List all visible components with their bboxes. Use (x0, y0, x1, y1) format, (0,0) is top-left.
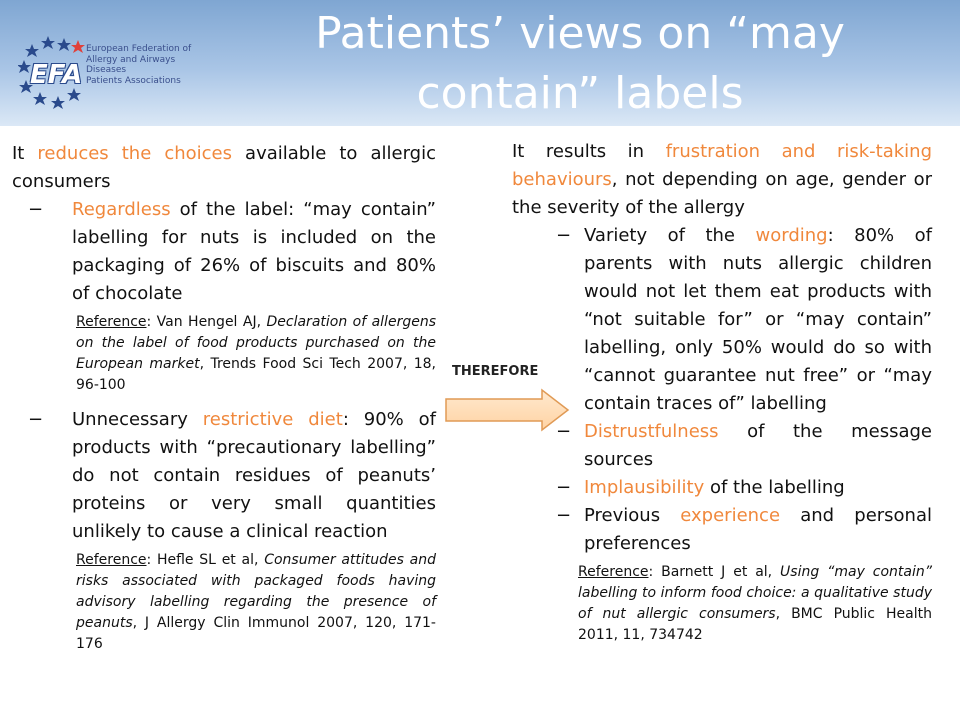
right-lead (512, 138, 932, 222)
reference-label: Reference (76, 314, 147, 330)
reference-label: Reference (578, 564, 649, 580)
bullet-experience (512, 502, 932, 558)
highlight: wording (755, 225, 828, 246)
text: Previous (584, 505, 681, 526)
text: of the labelling (704, 477, 845, 498)
bullet-implausibility (512, 474, 932, 502)
highlight: experience (680, 505, 781, 526)
logo-text: EFA (30, 60, 83, 90)
text: , J Allergy Clin Immunol 2007, 120, 171-176 (76, 615, 436, 652)
org-line: Patients Associations (86, 75, 181, 86)
bullet-dash: − (556, 505, 572, 526)
organization-name (86, 44, 218, 86)
text: , Trends Food Sci Tech 2007, 18, 96-100 (76, 356, 436, 393)
text: : Barnett J et al, (648, 564, 781, 580)
text: of the label: “may contain” labelling for nuts is included on the packaging of 26% of biscuits and 80% of chocolate (72, 199, 436, 304)
text: : Van Hengel AJ, (146, 314, 267, 330)
bullet-dash: − (556, 477, 572, 498)
org-line: Allergy and Airways Diseases (86, 54, 176, 75)
title-line: contain” labels (416, 68, 744, 119)
slide-header (0, 0, 960, 126)
reference-hefle (76, 550, 436, 655)
reference-title: Consumer attitudes and risks associated with packaged foods having advisory labelling regarding the presence of peanuts (76, 552, 437, 631)
text: , not depending on age, gender or the severity of the allergy (512, 169, 932, 218)
highlight: frustration and risk-taking behaviours (512, 141, 932, 190)
text: : 80% of parents with nuts allergic children would not let them eat products with “not suitable for” or “may contain” labelling, only 50% would do so with “cannot guarantee nut free” or “may contain traces of” labelling (584, 225, 932, 414)
bullet-dash: − (28, 199, 44, 220)
bullet-labels-everywhere (12, 196, 436, 308)
highlight: reduces the choices (37, 143, 232, 164)
text: : 90% of products with “precautionary labelling” do not contain residues of peanuts’ proteins or very small quantities unlikely to cause a clinical reaction (72, 409, 436, 542)
text: available to allergic consumers (12, 143, 436, 192)
org-line: European Federation of (86, 44, 192, 54)
highlight: Distrustfulness (584, 421, 719, 442)
left-lead (12, 140, 436, 196)
text: and personal preferences (584, 505, 932, 554)
text: Variety of the (584, 225, 756, 246)
text: It results in (512, 141, 666, 162)
reference-title: Declaration of allergens on the label of food products purchased on the European market (76, 314, 436, 372)
text: , BMC Public Health 2011, 11, 734742 (578, 606, 932, 643)
left-column (12, 140, 436, 665)
bullet-dash: − (556, 225, 572, 246)
reference-title: Using “may contain” labelling to inform food choice: a qualitative study of nut allergic consumers (578, 564, 932, 622)
bullet-restrictive-diet (12, 406, 436, 546)
reference-barnett (578, 562, 932, 646)
highlight: Regardless (72, 199, 171, 220)
reference-van-hengel (76, 312, 436, 396)
text: of the message sources (584, 421, 932, 470)
bullet-dash: − (28, 409, 44, 430)
title-line: Patients’ views on “may (315, 8, 845, 59)
text: : Hefle SL et al, (146, 552, 265, 568)
bullet-dash: − (556, 421, 572, 442)
highlight: Implausibility (584, 477, 705, 498)
right-column (512, 138, 932, 656)
efa-logo (18, 30, 218, 110)
text: Unnecessary (72, 409, 203, 430)
slide-title (240, 4, 920, 124)
reference-label: Reference (76, 552, 147, 568)
bullet-wording (512, 222, 932, 418)
therefore-label: THEREFORE (452, 364, 539, 379)
bullet-distrustfulness (512, 418, 932, 474)
highlight: restrictive diet (202, 409, 343, 430)
text: It (12, 143, 38, 164)
